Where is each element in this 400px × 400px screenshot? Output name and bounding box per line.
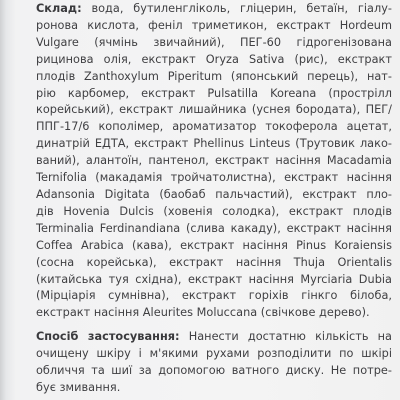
composition-line: Vulgare (ячмінь звичайний), ПЕГ-60 гідрогенізована xyxy=(36,35,392,49)
composition-line: рію карбомер, екстракт Pulsatilla Koreana (прострілл xyxy=(36,86,392,100)
composition-line: рицинова олія, екстракт Oryza Sativa (рис), екстракт xyxy=(36,52,392,66)
composition-line: плодів Zanthoxylum Piperitum (японський перець), нат- xyxy=(36,69,392,83)
composition-line: корейський), екстракт лишайника (уснея бородата), ПЕГ/ xyxy=(36,103,392,117)
composition-line: ППГ-17/6 кополімер, ароматизатор токоферола ацетат, xyxy=(36,120,392,134)
usage-line: Спосіб застосування: Нанести достатню кількість на xyxy=(36,330,392,344)
composition-label: Склад: xyxy=(36,2,82,15)
ingredients-text xyxy=(36,1,392,397)
composition-line: дів Hovenia Dulcis (ховенія солодка), екстракт плодів xyxy=(36,204,392,218)
composition-line: екстракт насіння Aleurites Moluccana (свічкове дерево). xyxy=(36,306,370,320)
composition-line: Terminalia Ferdinandiana (слива какаду), екстракт насіння xyxy=(36,221,392,235)
usage-label: Спосіб застосування: xyxy=(36,330,180,344)
composition-line: Ternifolia (макадамія тройчатолистна), екстракт насіння xyxy=(36,171,392,185)
usage-line: бує змивання. xyxy=(36,380,121,394)
usage-paragraph xyxy=(36,329,392,397)
composition-line: (сосна корейська), екстракт насіння Thuja Orientalis xyxy=(36,255,392,269)
composition-line: Adansonia Digitata (баобаб пальчастий), екстракт пло- xyxy=(36,187,392,201)
composition-line: динатрій ЕДТА, екстракт Phellinus Linteus (Трутовик лако- xyxy=(36,137,392,151)
composition-paragraph xyxy=(36,1,392,322)
usage-line: обличчя та шиї за допомогою ватного диску. Не потре- xyxy=(36,364,392,378)
composition-line: (Мірціарія сумнівна), екстракт горіхів гінкго білоба, xyxy=(36,289,392,303)
composition-line: ваний), алантоїн, пантенол, екстракт насіння Macadamia xyxy=(36,154,392,168)
usage-line: очищену шкіру і м'якими рухами розподілити по шкірі xyxy=(36,347,392,361)
composition-line: Coffea Arabica (кава), екстракт насіння Pinus Koraiensis xyxy=(36,238,392,252)
composition-line: ронова кислота, феніл триметикон, екстракт Hordeum xyxy=(36,18,392,32)
composition-line: Склад: вода, бутиленгліколь, гліцерин, бетаїн, гіалу- xyxy=(36,2,392,15)
paragraph-gap xyxy=(36,322,392,329)
composition-line: (китайська туя східна), екстракт насіння Myrciaria Dubia xyxy=(36,272,392,286)
